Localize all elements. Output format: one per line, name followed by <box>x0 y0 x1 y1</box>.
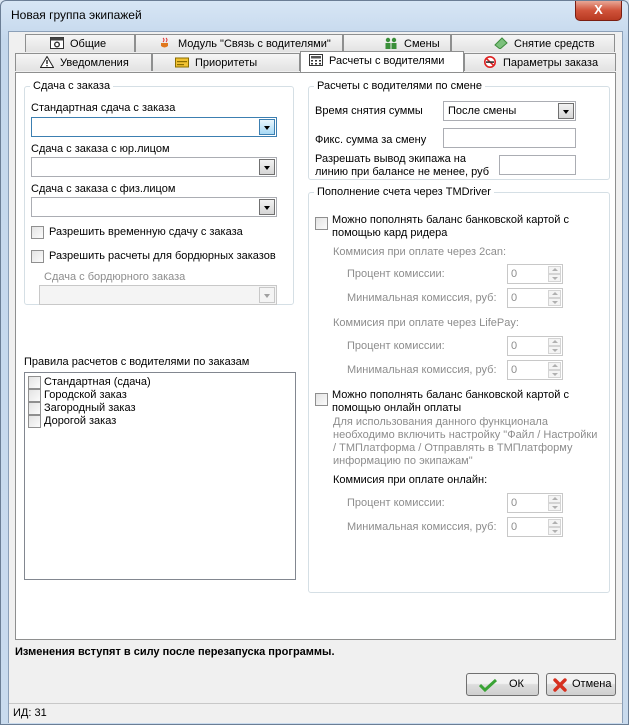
warning-icon <box>40 56 54 68</box>
time-value: После смены <box>448 105 517 117</box>
fixed-sum-label: Фикс. сумма за смену <box>315 134 427 146</box>
tab-strip <box>15 34 617 74</box>
spin-down-icon[interactable] <box>548 527 561 535</box>
percent-online-label: Процент комиссии: <box>347 497 445 509</box>
title-bar <box>1 1 628 29</box>
tab-shifts[interactable]: Смены <box>343 34 451 52</box>
card-reader-label-1: Можно пополнять баланс банковской картой с <box>332 214 569 226</box>
online-label-1: Можно пополнять баланс банковской картой с <box>332 389 569 401</box>
tab-withdrawal[interactable]: Снятие средств <box>451 34 615 52</box>
priority-icon <box>175 56 189 68</box>
min-balance-input[interactable] <box>499 155 576 175</box>
legal-fee-combo[interactable] <box>31 157 277 177</box>
info-line-4: информацию по экипажам" <box>333 455 473 467</box>
chevron-down-icon[interactable] <box>558 103 574 119</box>
spin-up-icon[interactable] <box>548 338 561 346</box>
tab-order-params[interactable]: Параметры заказа <box>464 53 616 71</box>
spin-down-icon[interactable] <box>548 370 561 378</box>
status-bar <box>9 703 622 723</box>
online-label-2: помощью онлайн оплаты <box>332 402 462 414</box>
standard-fee-combo[interactable] <box>31 117 277 137</box>
percent-2can-stepper[interactable]: 0 <box>507 264 563 284</box>
cancel-label: Отмена <box>572 678 612 690</box>
info-line-3: / ТМПлатформа / Отправлять в ТМПлатформу <box>333 442 573 454</box>
time-combo[interactable] <box>443 101 576 121</box>
ok-button[interactable] <box>466 673 539 696</box>
spin-down-icon[interactable] <box>548 274 561 282</box>
rule-checkbox[interactable] <box>28 389 41 402</box>
individual-fee-combo[interactable] <box>31 197 277 217</box>
topup-legend: Пополнение счета через TMDriver <box>317 186 491 198</box>
rule-checkbox[interactable] <box>28 376 41 389</box>
money-icon <box>494 37 508 49</box>
tab-driver-connection[interactable]: Модуль "Связь с водителями" <box>135 34 343 52</box>
java-cup-icon <box>158 37 172 49</box>
tab-notifications[interactable]: Уведомления <box>15 53 152 71</box>
min-lifepay-stepper[interactable]: 0 <box>507 360 563 380</box>
temp-fee-label: Разрешить временную сдачу с заказа <box>49 226 243 238</box>
commission-lifepay-label: Коммисия при оплате через LifePay: <box>333 317 519 329</box>
min-lifepay-label: Минимальная комиссия, руб: <box>347 364 497 376</box>
chevron-down-icon[interactable] <box>259 159 275 175</box>
spin-down-icon[interactable] <box>548 346 561 354</box>
fixed-sum-input[interactable] <box>443 128 576 148</box>
calculator-icon <box>309 54 323 66</box>
status-id: ИД: 31 <box>13 707 47 719</box>
close-button[interactable] <box>575 1 622 21</box>
settings-window-icon <box>50 37 64 49</box>
card-reader-label-2: помощью кард ридера <box>332 227 448 239</box>
border-fee-label: Сдача с бордюрного заказа <box>44 271 186 283</box>
standard-fee-label: Стандартная сдача с заказа <box>31 102 176 114</box>
card-reader-checkbox[interactable] <box>315 217 328 230</box>
shift-legend: Расчеты с водителями по смене <box>317 80 482 92</box>
tab-general[interactable]: Общие <box>25 34 135 52</box>
border-calc-checkbox[interactable] <box>31 250 44 263</box>
rules-list: Стандартная (сдача) Городской заказ Загородный заказ Дорогой заказ <box>24 372 296 580</box>
percent-lifepay-stepper[interactable]: 0 <box>507 336 563 356</box>
commission-2can-label: Коммисия при оплате через 2can: <box>333 246 507 258</box>
chevron-down-icon[interactable] <box>259 119 275 135</box>
tab-driver-settlements[interactable]: Расчеты с водителями <box>300 51 464 72</box>
cross-icon <box>553 678 567 692</box>
close-icon: X <box>594 2 603 17</box>
people-icon <box>384 37 398 49</box>
time-label: Время снятия суммы <box>315 105 423 117</box>
dialog-client <box>8 31 623 723</box>
rule-checkbox[interactable] <box>28 415 41 428</box>
legal-fee-label: Сдача с заказа с юр.лицом <box>31 143 170 155</box>
checkmark-icon <box>479 678 497 692</box>
min-2can-label: Минимальная комиссия, руб: <box>347 292 497 304</box>
spin-up-icon[interactable] <box>548 495 561 503</box>
info-line-1: Для использования данного функционала <box>333 416 548 428</box>
settlements-panel <box>15 72 616 640</box>
window-title: Новая группа экипажей <box>11 8 142 22</box>
commission-online-label: Коммисия при оплате онлайн: <box>333 474 488 486</box>
min-2can-stepper[interactable]: 0 <box>507 288 563 308</box>
spin-up-icon[interactable] <box>548 290 561 298</box>
spin-up-icon[interactable] <box>548 519 561 527</box>
temp-fee-checkbox[interactable] <box>31 226 44 239</box>
border-fee-combo[interactable] <box>39 285 277 305</box>
order-fee-legend: Сдача с заказа <box>33 80 111 92</box>
min-online-label: Минимальная комиссия, руб: <box>347 521 497 533</box>
info-line-2: необходимо включить настройку "Файл / Настройки <box>333 429 598 441</box>
tab-priorities[interactable]: Приоритеты <box>152 53 300 71</box>
chevron-down-icon[interactable] <box>259 287 275 303</box>
percent-2can-label: Процент комиссии: <box>347 268 445 280</box>
no-smoking-icon <box>483 56 497 68</box>
min-online-stepper[interactable]: 0 <box>507 517 563 537</box>
allow-label-line2: линию при балансе не менее, руб <box>315 166 490 178</box>
spin-up-icon[interactable] <box>548 362 561 370</box>
spin-up-icon[interactable] <box>548 266 561 274</box>
spin-down-icon[interactable] <box>548 503 561 511</box>
spin-down-icon[interactable] <box>548 298 561 306</box>
individual-fee-label: Сдача с заказа с физ.лицом <box>31 183 176 195</box>
ok-label: ОК <box>509 678 524 690</box>
chevron-down-icon[interactable] <box>259 199 275 215</box>
percent-lifepay-label: Процент комиссии: <box>347 340 445 352</box>
online-payment-checkbox[interactable] <box>315 393 328 406</box>
restart-note: Изменения вступят в силу после перезапуска программы. <box>15 646 335 658</box>
rules-label: Правила расчетов с водителями по заказам <box>24 356 250 368</box>
percent-online-stepper[interactable]: 0 <box>507 493 563 513</box>
rule-checkbox[interactable] <box>28 402 41 415</box>
allow-label-line1: Разрешать вывод экипажа на <box>315 153 466 165</box>
cancel-button[interactable] <box>546 673 616 696</box>
border-calc-label: Разрешить расчеты для бордюрных заказов <box>49 250 276 262</box>
